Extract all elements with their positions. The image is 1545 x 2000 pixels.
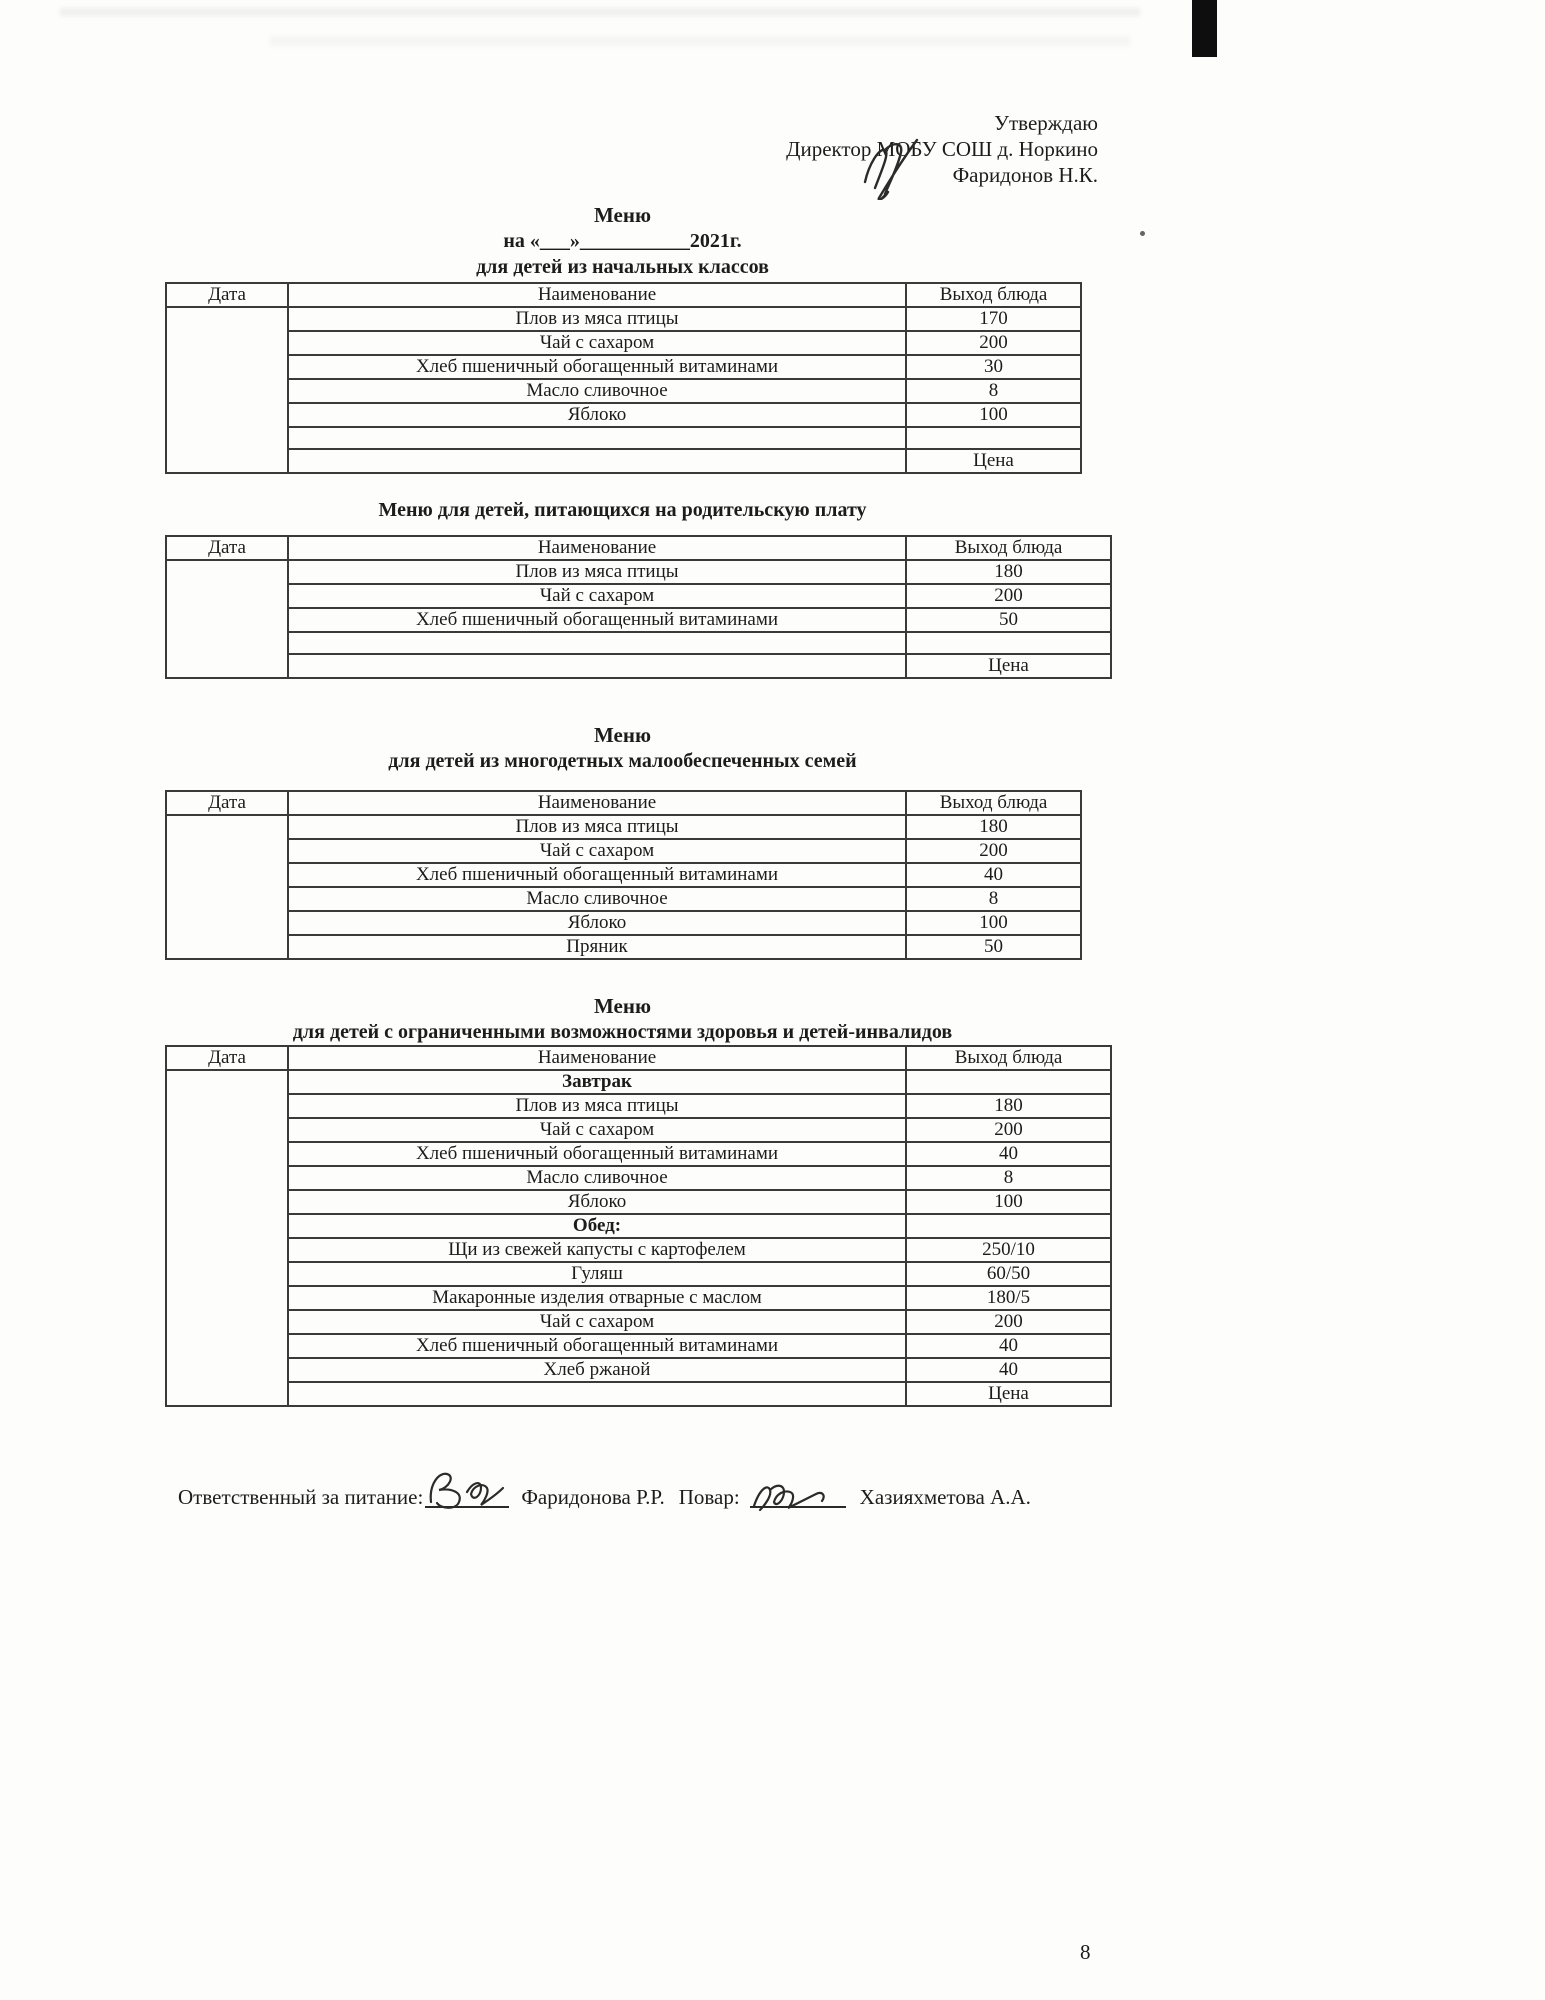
table-row-empty [166, 632, 1111, 654]
menu-item-output: 100 [906, 911, 1081, 935]
menu1-titles [165, 202, 1080, 280]
menu-item-name: Яблоко [288, 1190, 906, 1214]
price-cell: Цена [906, 1382, 1111, 1406]
table-row [166, 1310, 1111, 1334]
menu-item-name: Чай с сахаром [288, 584, 906, 608]
table-row [166, 815, 1081, 839]
menu3-subtitle: для детей из многодетных малообеспеченных семей [388, 750, 857, 772]
table-row [166, 863, 1081, 887]
date-cell [166, 1070, 288, 1406]
menu-item-name: Хлеб пшеничный обогащенный витаминами [288, 1334, 906, 1358]
table-row [166, 1166, 1111, 1190]
header-name: Наименование [288, 1046, 906, 1070]
table-row [166, 1118, 1111, 1142]
menu-item-name: Яблоко [288, 403, 906, 427]
menu4-title: Меню [593, 994, 651, 1018]
lunch-section-label: Обед: [288, 1214, 906, 1238]
menu-item-name [288, 449, 906, 473]
approval-line-1: Утверждаю [994, 111, 1098, 135]
table-row [166, 403, 1081, 427]
menu-item-output: 200 [906, 839, 1081, 863]
menu-item-name [288, 1382, 906, 1406]
menu-item-name: Масло сливочное [288, 1166, 906, 1190]
date-cell [166, 560, 288, 678]
menu-item-output: 180 [906, 815, 1081, 839]
table-row [166, 1238, 1111, 1262]
menu-item-output: 8 [906, 1166, 1111, 1190]
header-name: Наименование [288, 283, 906, 307]
menu4-subtitle: для детей с ограниченными возможностями здоровья и детей-инвалидов [292, 1021, 953, 1043]
menu3-title: Меню [593, 723, 651, 747]
menu-item-output [906, 1214, 1111, 1238]
menu2-title: Меню для детей, питающихся на родительскую плату [378, 499, 867, 521]
table-row [166, 839, 1081, 863]
responsible-name: Фаридонова Р.Р. [521, 1485, 665, 1509]
menu-item-output: 200 [906, 1118, 1111, 1142]
table-row [166, 331, 1081, 355]
header-date: Дата [166, 536, 288, 560]
menu-item-output: 180 [906, 1094, 1111, 1118]
table-row [166, 1142, 1111, 1166]
table-row [166, 1094, 1111, 1118]
menu-item-output [906, 427, 1081, 449]
menu-item-name: Плов из мяса птицы [288, 307, 906, 331]
table-header-row [166, 536, 1111, 560]
menu-item-output: 200 [906, 331, 1081, 355]
menu-item-name: Масло сливочное [288, 887, 906, 911]
menu-item-name: Хлеб пшеничный обогащенный витаминами [288, 1142, 906, 1166]
menu-item-output: 200 [906, 584, 1111, 608]
breakfast-section-label: Завтрак [288, 1070, 906, 1094]
menu1-title: Меню [593, 203, 651, 227]
menu-item-name: Чай с сахаром [288, 1310, 906, 1334]
menu2-titles [165, 497, 1080, 523]
menu-item-output: 250/10 [906, 1238, 1111, 1262]
menu-item-output: 40 [906, 863, 1081, 887]
header-name: Наименование [288, 791, 906, 815]
footer-signatures [178, 1468, 1031, 1512]
table-header-row [166, 283, 1081, 307]
header-output: Выход блюда [906, 791, 1081, 815]
menu-item-output: 50 [906, 935, 1081, 959]
menu-item-output [906, 632, 1111, 654]
date-cell [166, 815, 288, 959]
scan-artifact-smudge [270, 36, 1130, 46]
menu-item-output: 100 [906, 1190, 1111, 1214]
menu-item-name: Хлеб пшеничный обогащенный витаминами [288, 608, 906, 632]
table-row [166, 355, 1081, 379]
scan-artifact-black-bar [1192, 0, 1217, 57]
menu-item-output: 40 [906, 1142, 1111, 1166]
table-row [166, 1262, 1111, 1286]
approval-line-2: Директор МОБУ СОШ д. Норкино [786, 137, 1098, 161]
menu-item-output: 8 [906, 887, 1081, 911]
menu-item-name: Яблоко [288, 911, 906, 935]
cook-name: Хазияхметова А.А. [859, 1485, 1031, 1509]
menu4-titles [165, 993, 1080, 1045]
menu-item-name: Хлеб пшеничный обогащенный витаминами [288, 863, 906, 887]
menu-item-name: Хлеб ржаной [288, 1358, 906, 1382]
header-date: Дата [166, 283, 288, 307]
menu-item-name: Щи из свежей капусты с картофелем [288, 1238, 906, 1262]
table-row [166, 608, 1111, 632]
menu-item-output: 8 [906, 379, 1081, 403]
menu-item-name [288, 632, 906, 654]
menu-item-output: 50 [906, 608, 1111, 632]
table-row [166, 935, 1081, 959]
menu-item-output [906, 1070, 1111, 1094]
header-date: Дата [166, 791, 288, 815]
table-row-empty [166, 427, 1081, 449]
menu3-table [165, 790, 1082, 960]
table-header-row [166, 1046, 1111, 1070]
table-row-price [166, 654, 1111, 678]
menu-item-output: 180 [906, 560, 1111, 584]
cook-signature-icon [750, 1502, 846, 1508]
scan-artifact-dot [1140, 231, 1145, 236]
scan-artifact-smudge [60, 8, 1140, 16]
table-row [166, 1334, 1111, 1358]
menu-item-output: 40 [906, 1334, 1111, 1358]
menu1-subtitle-date: на «___»___________2021г. [503, 230, 742, 252]
menu-item-name [288, 427, 906, 449]
table-row [166, 1190, 1111, 1214]
header-output: Выход блюда [906, 1046, 1111, 1070]
menu-item-name: Плов из мяса птицы [288, 815, 906, 839]
table-row [166, 307, 1081, 331]
table-row [166, 560, 1111, 584]
header-date: Дата [166, 1046, 288, 1070]
menu-item-name: Гуляш [288, 1262, 906, 1286]
menu-item-name: Макаронные изделия отварные с маслом [288, 1286, 906, 1310]
menu4-table [165, 1045, 1112, 1407]
header-output: Выход блюда [906, 536, 1111, 560]
table-row-price [166, 449, 1081, 473]
menu2-table [165, 535, 1112, 679]
table-row [166, 584, 1111, 608]
menu-item-name: Пряник [288, 935, 906, 959]
menu-item-name: Чай с сахаром [288, 331, 906, 355]
table-section-row [166, 1214, 1111, 1238]
menu-item-output: 180/5 [906, 1286, 1111, 1310]
price-cell: Цена [906, 654, 1111, 678]
table-row [166, 1358, 1111, 1382]
table-row [166, 911, 1081, 935]
header-output: Выход блюда [906, 283, 1081, 307]
page-number: 8 [1080, 1940, 1091, 1964]
menu3-titles [165, 722, 1080, 774]
menu-item-output: 200 [906, 1310, 1111, 1334]
menu1-table [165, 282, 1082, 474]
menu-item-output: 170 [906, 307, 1081, 331]
responsible-label: Ответственный за питание: [178, 1485, 424, 1509]
menu-item-name: Чай с сахаром [288, 1118, 906, 1142]
approval-line-3: Фаридонов Н.К. [952, 163, 1098, 187]
director-signature-icon [855, 138, 935, 200]
table-header-row [166, 791, 1081, 815]
menu-item-name: Масло сливочное [288, 379, 906, 403]
menu-item-name: Чай с сахаром [288, 839, 906, 863]
price-cell: Цена [906, 449, 1081, 473]
menu-item-name: Плов из мяса птицы [288, 1094, 906, 1118]
menu1-subtitle-audience: для детей из начальных классов [476, 256, 769, 278]
table-row [166, 887, 1081, 911]
table-row [166, 379, 1081, 403]
table-row-price [166, 1382, 1111, 1406]
menu-item-output: 40 [906, 1358, 1111, 1382]
menu-item-output: 100 [906, 403, 1081, 427]
menu-item-name: Плов из мяса птицы [288, 560, 906, 584]
menu-item-output: 60/50 [906, 1262, 1111, 1286]
date-cell [166, 307, 288, 473]
table-row [166, 1286, 1111, 1310]
table-section-row [166, 1070, 1111, 1094]
menu-item-name [288, 654, 906, 678]
cook-label: Повар: [678, 1485, 740, 1509]
menu-item-name: Хлеб пшеничный обогащенный витаминами [288, 355, 906, 379]
header-name: Наименование [288, 536, 906, 560]
responsible-signature-icon [425, 1502, 509, 1508]
menu-item-output: 30 [906, 355, 1081, 379]
